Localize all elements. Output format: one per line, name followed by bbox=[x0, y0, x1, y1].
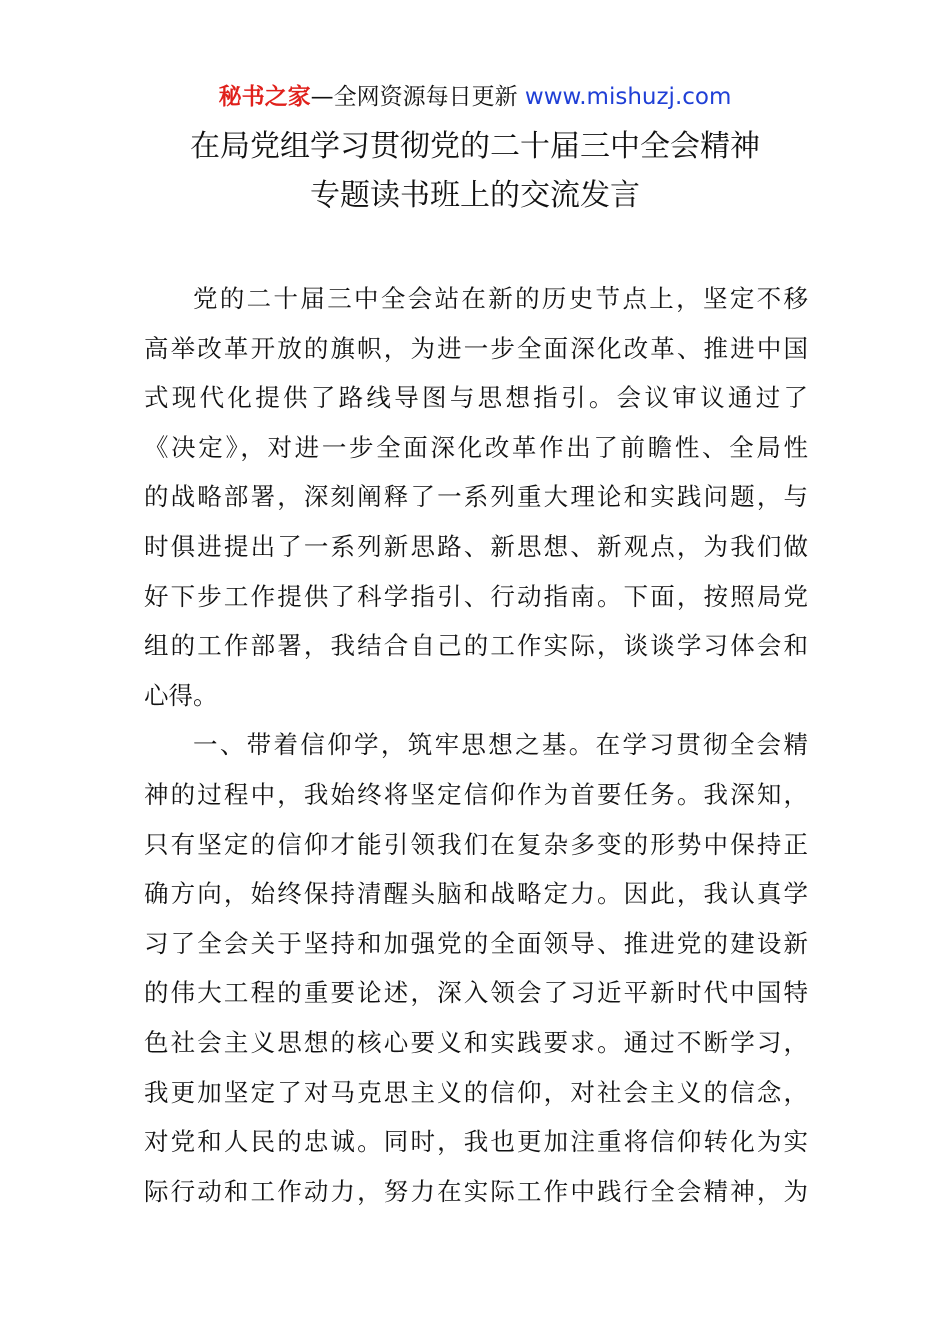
body-line: 色社会主义思想的核心要义和实践要求。通过不断学习， bbox=[144, 1027, 808, 1057]
body-line: 对党和人民的忠诚。同时，我也更加注重将信仰转化为实 bbox=[144, 1127, 808, 1157]
body-line: 时俱进提出了一系列新思路、新思想、新观点，为我们做 bbox=[144, 531, 808, 561]
body-line: 的战略部署，深刻阐释了一系列重大理论和实践问题，与 bbox=[144, 482, 808, 512]
body-line: 的伟大工程的重要论述，深入领会了习近平新时代中国特 bbox=[144, 978, 808, 1008]
site-header bbox=[0, 82, 950, 112]
body-line: 际行动和工作动力，努力在实际工作中践行全会精神，为 bbox=[144, 1176, 808, 1206]
body-line: 好下步工作提供了科学指引、行动指南。下面，按照局党 bbox=[144, 581, 808, 611]
document-body bbox=[144, 274, 808, 1216]
body-line: 习了全会关于坚持和加强党的全面领导、推进党的建设新 bbox=[144, 928, 808, 958]
body-line: 一、带着信仰学，筑牢思想之基。在学习贯彻全会精 bbox=[193, 730, 808, 760]
body-line: 只有坚定的信仰才能引领我们在复杂多变的形势中保持正 bbox=[144, 829, 808, 859]
document-title-line-2: 专题读书班上的交流发言 bbox=[310, 178, 640, 213]
body-line: 式现代化提供了路线导图与思想指引。会议审议通过了 bbox=[144, 383, 808, 413]
body-line: 神的过程中，我始终将坚定信仰作为首要任务。我深知， bbox=[144, 779, 808, 809]
body-line: 心得。 bbox=[144, 680, 218, 710]
body-line: 我更加坚定了对马克思主义的信仰，对社会主义的信念， bbox=[144, 1077, 808, 1107]
body-line: 高举改革开放的旗帜，为进一步全面深化改革、推进中国 bbox=[144, 333, 808, 363]
body-line: 确方向，始终保持清醒头脑和战略定力。因此，我认真学 bbox=[144, 879, 808, 909]
document-title-line-1: 在局党组学习贯彻党的二十届三中全会精神 bbox=[190, 129, 760, 164]
site-brand: 秘书之家 bbox=[218, 84, 311, 110]
body-line: 组的工作部署，我结合自己的工作实际，谈谈学习体会和 bbox=[144, 631, 808, 661]
site-tagline: —全网资源每日更新 bbox=[310, 84, 525, 110]
body-line: 《决定》，对进一步全面深化改革作出了前瞻性、全局性 bbox=[144, 432, 808, 462]
site-url-link[interactable]: www.mishuzj.com bbox=[524, 84, 732, 110]
body-line: 党的二十届三中全会站在新的历史节点上，坚定不移 bbox=[193, 284, 808, 313]
